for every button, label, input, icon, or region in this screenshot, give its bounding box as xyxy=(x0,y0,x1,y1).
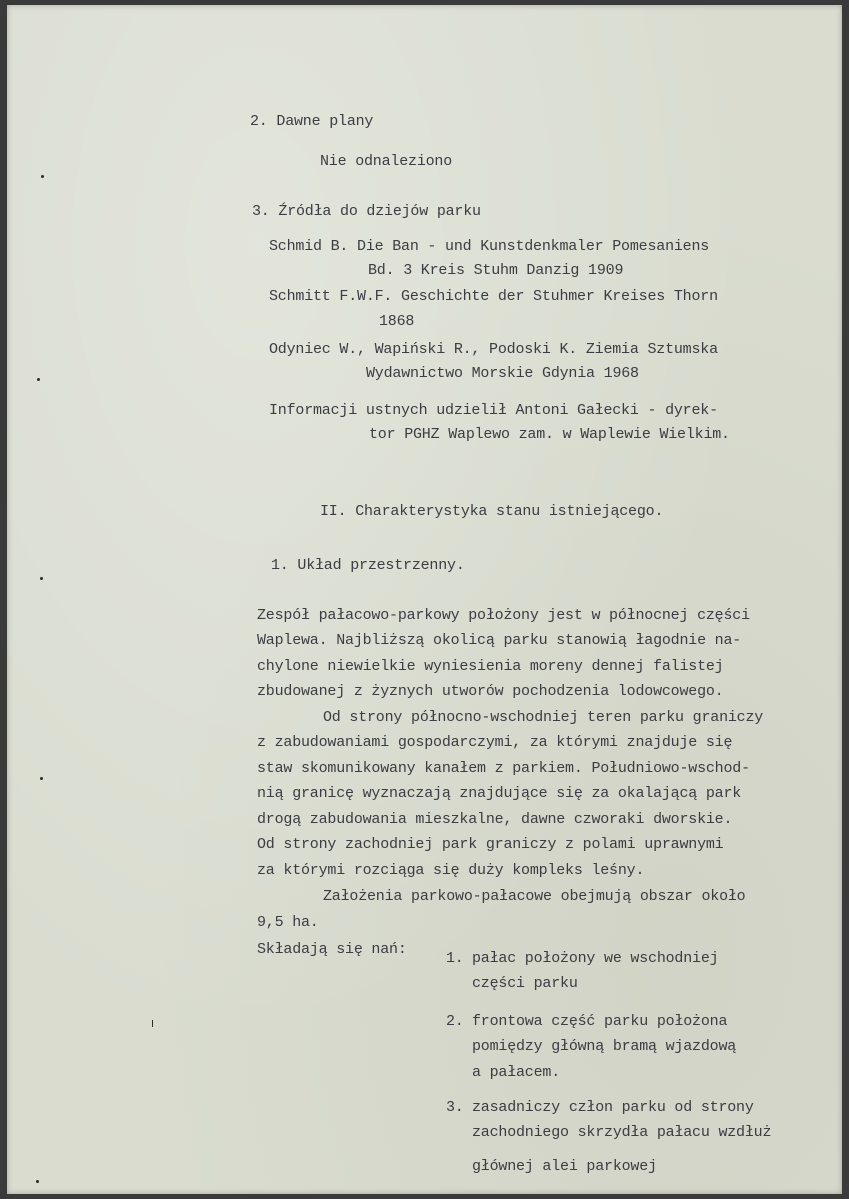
list-item-1-line: pałac położony we wschodniej xyxy=(472,950,719,967)
list-item-3-line: głównej alei parkowej xyxy=(472,1158,657,1175)
paper-speck xyxy=(40,577,43,580)
paragraph-line: Od strony północno-wschodniej teren parku graniczy xyxy=(323,709,764,726)
list-item-2-line: frontowa część parku położona xyxy=(472,1013,728,1030)
paragraph-line: 9,5 ha. xyxy=(257,914,319,931)
paragraph-line: chylone niewielkie wyniesienia moreny dennej falistej xyxy=(257,658,724,675)
paragraph-line: za którymi rozciąga się duży kompleks leśny. xyxy=(257,862,645,879)
paragraph-line: staw skomunikowany kanałem z parkiem. Południowo-wschod- xyxy=(257,760,750,777)
section-3-heading: 3. Źródła do dziejów parku xyxy=(252,203,481,220)
paragraph-line: z zabudowaniami gospodarczymi, za którymi znajduje się xyxy=(257,734,733,751)
list-item-2-line: a pałacem. xyxy=(472,1064,561,1081)
paper-speck xyxy=(37,378,40,381)
list-item-3-number: 3. xyxy=(446,1099,464,1116)
list-item-1-line: części parku xyxy=(472,975,578,992)
section-2-text: Nie odnaleziono xyxy=(320,153,453,170)
paper-speck xyxy=(152,1020,153,1027)
source-4-line-1: Informacji ustnych udzielił Antoni Gałecki - dyrek- xyxy=(269,402,718,419)
list-item-3-line: zachodniego skrzydła pałacu wzdłuż xyxy=(472,1124,772,1141)
chapter-2-heading: II. Charakterystyka stanu istniejącego. xyxy=(320,503,664,520)
source-1-line-1: Schmid B. Die Ban - und Kunstdenkmaler Pomesaniens xyxy=(269,238,710,255)
source-2-line-1: Schmitt F.W.F. Geschichte der Stuhmer Kreises Thorn xyxy=(269,288,718,305)
paragraph-line: Waplewa. Najbliższą okolicą parku stanowią łagodnie na- xyxy=(257,632,742,649)
paragraph-line: Zespół pałacowo-parkowy położony jest w północnej części xyxy=(257,607,750,624)
list-item-2-number: 2. xyxy=(446,1013,464,1030)
list-intro: Składają się nań: xyxy=(257,941,407,958)
section-2-heading: 2. Dawne plany xyxy=(250,113,374,130)
paragraph-line: nią granicę wyznaczają znajdujące się za okalającą park xyxy=(257,785,742,802)
source-1-line-2: Bd. 3 Kreis Stuhm Danzig 1909 xyxy=(368,262,624,279)
paragraph-line: zbudowanej z żyznych utworów pochodzenia lodowcowego. xyxy=(257,683,724,700)
list-item-3-line: zasadniczy człon parku od strony xyxy=(472,1099,754,1116)
source-2-line-2: 1868 xyxy=(379,313,415,330)
subsection-heading: 1. Układ przestrzenny. xyxy=(271,557,465,574)
list-item-1-number: 1. xyxy=(446,950,464,967)
document-page xyxy=(7,5,842,1194)
paper-speck xyxy=(40,777,43,780)
paragraph-line: drogą zabudowania mieszkalne, dawne czworaki dworskie. xyxy=(257,811,733,828)
paper-speck xyxy=(36,1180,39,1183)
source-4-line-2: tor PGHZ Waplewo zam. w Waplewie Wielkim. xyxy=(369,426,730,443)
source-3-line-2: Wydawnictwo Morskie Gdynia 1968 xyxy=(366,365,639,382)
list-item-2-line: pomiędzy główną bramą wjazdową xyxy=(472,1038,737,1055)
paper-speck xyxy=(41,175,44,178)
paragraph-line: Od strony zachodniej park graniczy z polami uprawnymi xyxy=(257,836,724,853)
source-3-line-1: Odyniec W., Wapiński R., Podoski K. Ziemia Sztumska xyxy=(269,341,718,358)
paragraph-line: Założenia parkowo-pałacowe obejmują obszar około xyxy=(323,888,746,905)
